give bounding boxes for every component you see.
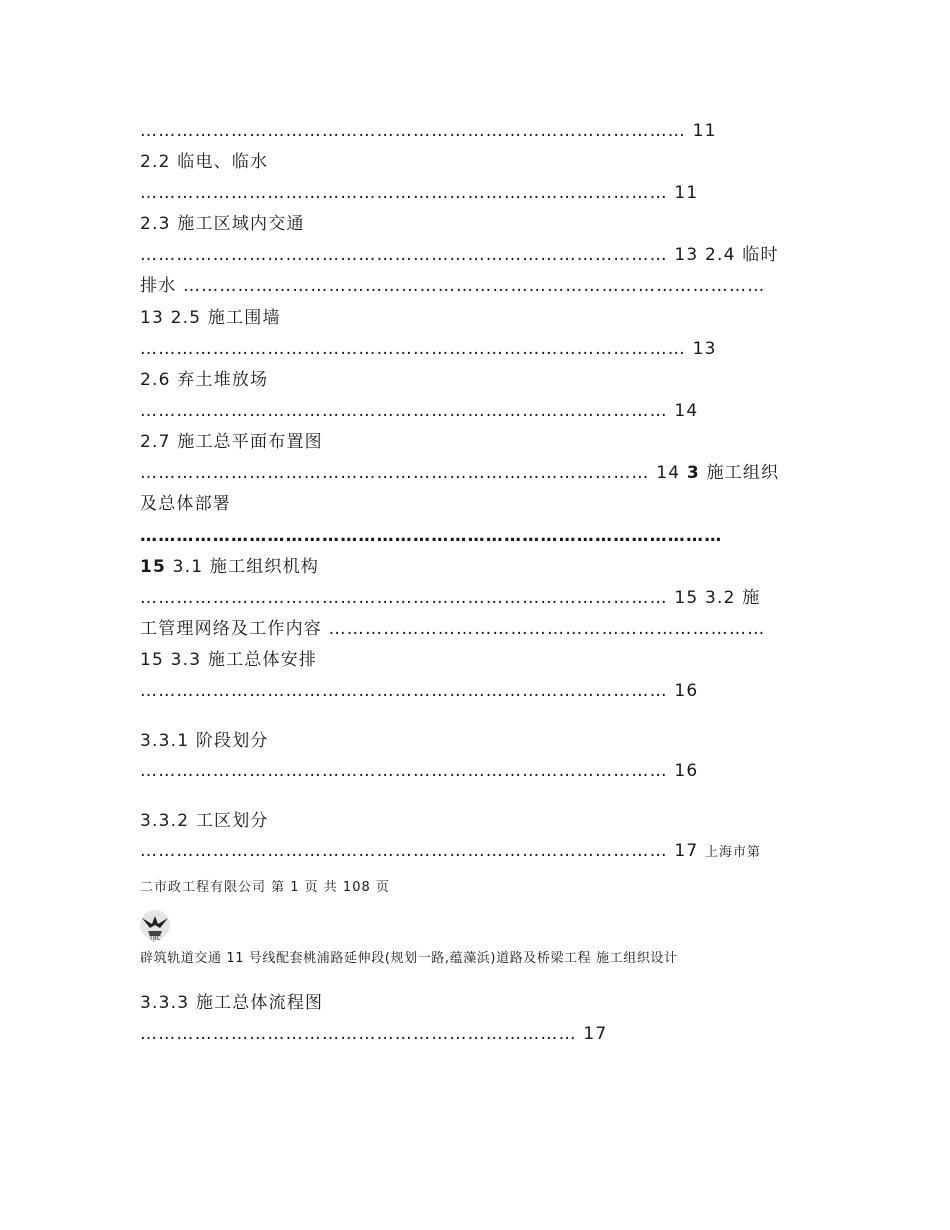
toc-entry: 3.3.3 施工总体流程图 (140, 993, 324, 1013)
toc-leader-line: …………………………………………………………………………… 13 2.4 临时 (140, 245, 779, 265)
toc-leader-line (140, 462, 779, 484)
toc-leader-line: ……………………………………………………………………………… 13 (140, 339, 717, 359)
toc-entry (140, 556, 319, 578)
footer-company-prefix: 上海市第 (705, 845, 762, 860)
toc-entry: 3.3.2 工区划分 (140, 811, 269, 831)
toc-entry-text: 施工组织 (699, 463, 780, 483)
toc-entry: 及总体部署 (140, 494, 231, 514)
toc-leader-line: …………………………………………………………………………… 16 (140, 761, 699, 781)
toc-leader-line: …………………………………………………………………………… 15 3.2 施 (140, 588, 761, 608)
toc-entry: 13 2.5 施工围墙 (140, 308, 281, 328)
page-footer: 二市政工程有限公司 第 1 页 共 108 页 (140, 880, 390, 895)
toc-entry: 2.7 施工总平面布置图 (140, 432, 323, 452)
toc-leader-line (140, 840, 761, 864)
toc-entry-text: 3.1 施工组织机构 (166, 557, 320, 577)
toc-entry: 工管理网络及工作内容 ……………………………………………………………… (140, 619, 766, 639)
toc-leader-line: …………………………………………………………………………………… (140, 526, 723, 546)
toc-leader-text: …………………………………………………………………………… 17 (140, 841, 706, 861)
toc-chapter-number: 3 (686, 463, 700, 483)
eagle-logo-icon (138, 908, 172, 942)
logo-text: TJIC (149, 935, 161, 942)
toc-entry: 2.3 施工区域内交通 (140, 214, 305, 234)
toc-entry: 3.3.1 阶段划分 (140, 731, 269, 751)
toc-entry: 排水 …………………………………………………………………………………… (140, 276, 766, 296)
toc-leader-line: ……………………………………………………………… 17 (140, 1024, 608, 1044)
toc-entry: 15 3.3 施工总体安排 (140, 650, 318, 670)
toc-entry: 2.6 弃土堆放场 (140, 370, 269, 390)
toc-leader-line: …………………………………………………………………………… 11 (140, 183, 699, 203)
toc-leader-line: …………………………………………………………………………… 16 (140, 681, 699, 701)
toc-leader-line: …………………………………………………………………………… 14 (140, 401, 699, 421)
toc-page-number: 15 (140, 557, 167, 577)
toc-leader-line: ……………………………………………………………………………… 11 (140, 121, 717, 141)
toc-leader-text: ………………………………………………………………………… 14 (140, 463, 687, 483)
toc-entry: 2.2 临电、临水 (140, 152, 269, 172)
running-header-title: 辟筑轨道交通 11 号线配套桃浦路延伸段(规划一路,蕴藻浜)道路及桥梁工程 施工组织设计 (140, 951, 678, 966)
